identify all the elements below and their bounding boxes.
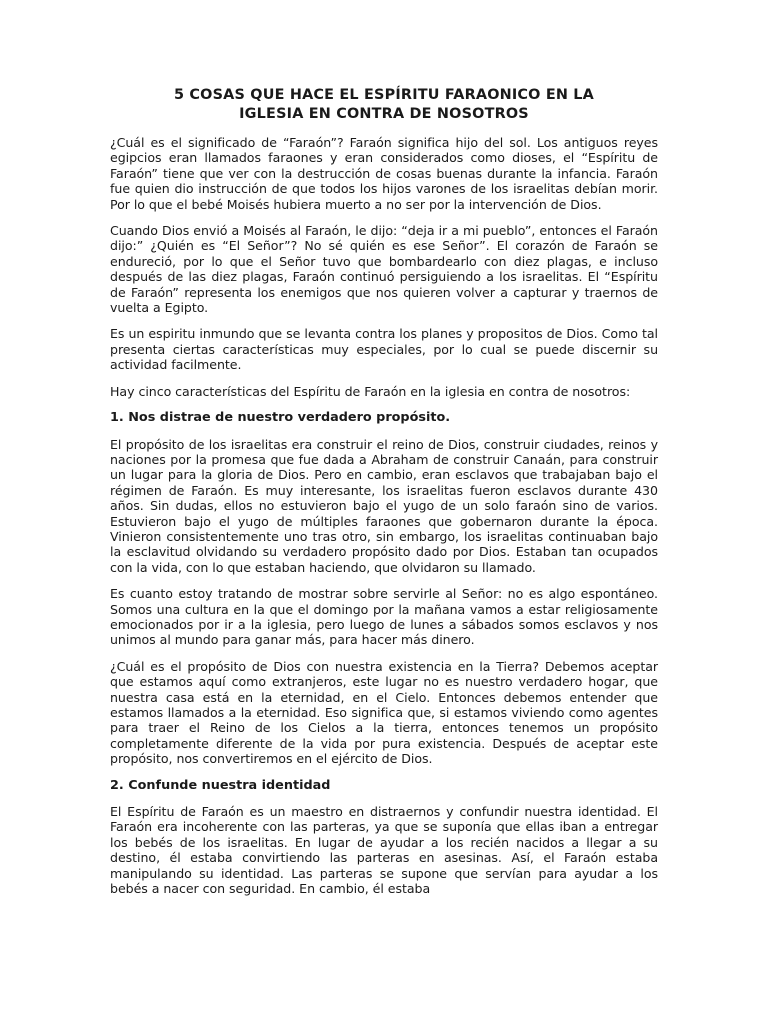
section-2-heading: 2. Confunde nuestra identidad	[110, 777, 331, 793]
intro-paragraph-2: Cuando Dios envió a Moisés al Faraón, le dijo: “deja ir a mi pueblo”, entonces el Faraón dijo:” ¿Quién es “El Señor”? No sé quién es ese Señor”. El corazón de Faraón se endureció, por lo que el Señor tuvo que bombardearlo con diez plagas, e incluso después de las diez plagas, Faraón continuó persiguiendo a los israelitas. El “Espíritu de Faraón” representa los enemigos que nos quieren volver a capturar y traernos de vuelta a Egipto.	[110, 223, 658, 316]
intro-paragraph-4: Hay cinco características del Espíritu de Faraón en la iglesia en contra de nosotros:	[110, 383, 631, 399]
section-2-paragraph-1: El Espíritu de Faraón es un maestro en distraernos y confundir nuestra identidad. El Faraón era incoherente con las parteras, ya que se suponía que ellas iban a entregar los bebés de los israelitas. En lugar de ayudar a los recién nacidos a llegar a su destino, él estaba convirtiendo las parteras en asesinas. Así, el Faraón estaba manipulando su identidad. Las parteras se supone que servían para ayudar a los bebés a nacer con seguridad. En cambio, él estaba	[110, 804, 658, 897]
section-1-paragraph-2: Es cuanto estoy tratando de mostrar sobre servirle al Señor: no es algo espontáneo. Somos una cultura en la que el domingo por la mañana vamos a estar religiosamente emocionados por ir a la iglesia, pero luego de lunes a sábados somos esclavos y nos unimos al mundo para ganar más, para hacer más dinero.	[110, 586, 658, 648]
section-1-heading: 1. Nos distrae de nuestro verdadero propósito.	[110, 410, 451, 426]
intro-paragraph-1: ¿Cuál es el significado de “Faraón”? Faraón significa hijo del sol. Los antiguos reyes egipcios eran llamados faraones y eran considerados como dioses, el “Espíritu de Faraón” tiene que ver con la destrucción de cosas buenas durante la infancia. Faraón fue quien dio instrucción de que todos los hijos varones de los israelitas debían morir. Por lo que el bebé Moisés hubiera muerto a no ser por la intervención de Dios.	[110, 135, 658, 212]
title-line-1: 5 COSAS QUE HACE EL ESPÍRITU FARAONICO EN LA	[173, 87, 595, 103]
document-title	[110, 86, 658, 124]
title-line-2: IGLESIA EN CONTRA DE NOSOTROS	[239, 106, 529, 122]
section-1-paragraph-3: ¿Cuál es el propósito de Dios con nuestra existencia en la Tierra? Debemos aceptar que estamos aquí como extranjeros, este lugar no es nuestro verdadero hogar, que nuestra casa está en la eternidad, en el Cielo. Entonces debemos entender que estamos llamados a la eternidad. Eso significa que, si estamos viviendo como agentes para traer el Reino de los Cielos a la tierra, entonces tenemos un propósito completamente diferente de la vida por pura existencia. Después de aceptar este propósito, nos convertiremos en el ejército de Dios.	[110, 658, 658, 767]
section-1-paragraph-1: El propósito de los israelitas era construir el reino de Dios, construir ciudades, reinos y naciones por la promesa que fue dada a Abraham de construir Canaán, para construir un lugar para la gloria de Dios. Pero en cambio, eran esclavos que trabajaban bajo el régimen de Faraón. Es muy interesante, los israelitas fueron esclavos durante 430 años. Sin dudas, ellos no estuvieron bajo el yugo de un solo faraón sino de varios. Estuvieron bajo el yugo de múltiples faraones que gobernaron durante la época. Vinieron consistentemente uno tras otro, sin embargo, los israelitas continuaban bajo la esclavitud olvidando su verdadero propósito dado por Dios. Estaban tan ocupados con la vida, con lo que estaban haciendo, que olvidaron su llamado.	[110, 436, 658, 575]
intro-paragraph-3: Es un espiritu inmundo que se levanta contra los planes y propositos de Dios. Como tal presenta ciertas características muy especiales, por lo cual se puede discernir su actividad facilmente.	[110, 326, 658, 373]
